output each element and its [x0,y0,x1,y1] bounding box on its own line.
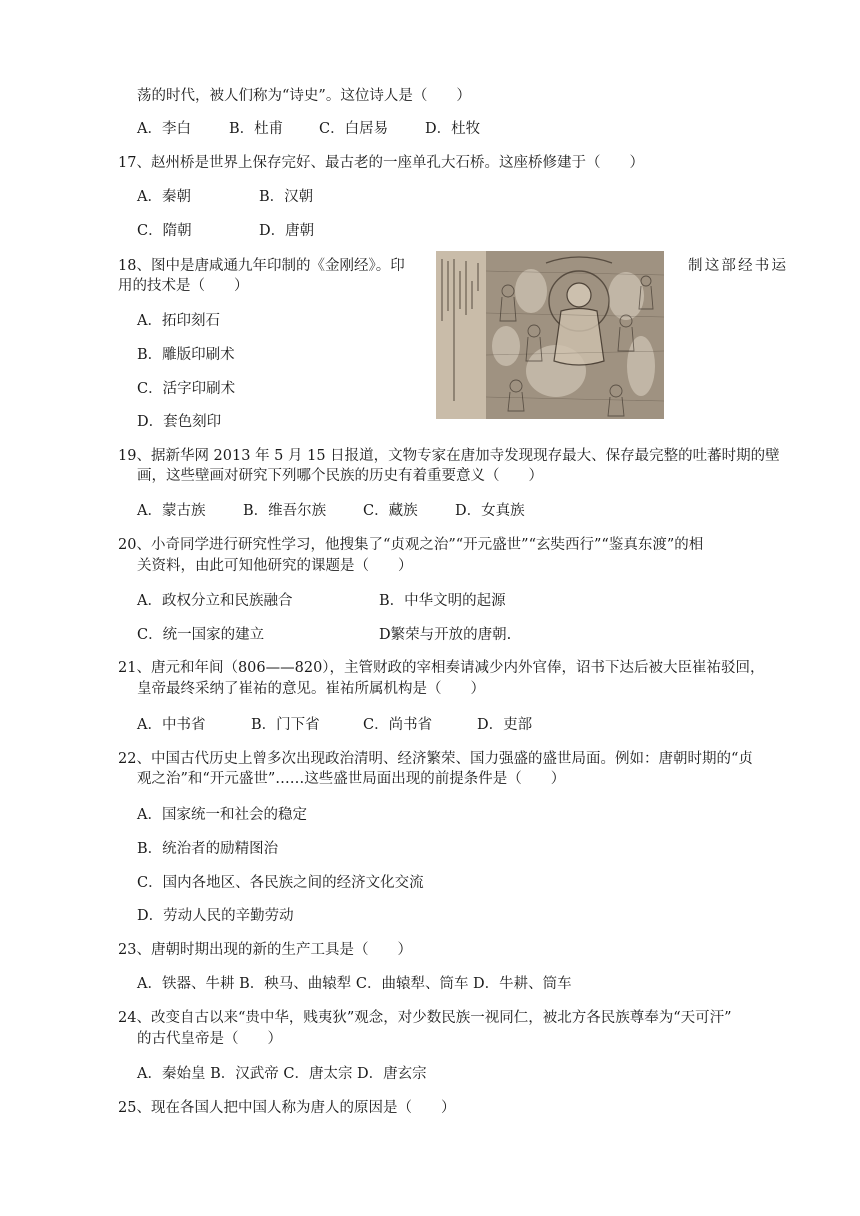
q19-stem-line2: 画，这些壁画对研究下列哪个民族的历史有着重要意义（ ） [137,468,543,484]
q17-option-c[interactable]: C．隋朝 [137,223,192,239]
q18-stem-part3: 用的技术是（ ） [118,278,249,294]
q19-option-d[interactable]: D．女真族 [455,503,525,519]
q20-options-row1 [137,591,737,611]
q18-option-b[interactable]: B．雕版印刷术 [137,347,235,363]
q21-option-c[interactable]: C．尚书省 [363,717,433,733]
q19-stem-line1: 19、据新华网 2013 年 5 月 15 日报道，文物专家在唐加寺发现现存最大、保存最完整的吐蕃时期的壁 [118,448,780,464]
q18-option-d[interactable]: D．套色刻印 [137,414,222,430]
q18-stem-part2: 制这部经书运 [688,258,789,274]
q21-stem-line2: 皇帝最终采纳了崔祐的意见。崔祐所属机构是（ ） [137,681,485,697]
q25-stem: 25、现在各国人把中国人称为唐人的原因是（ ） [118,1100,456,1116]
q19-option-b[interactable]: B．维吾尔族 [243,503,327,519]
q22-stem-line2: 观之治”和“开元盛世”……这些盛世局面出现的前提条件是（ ） [137,771,566,787]
q22-stem-line1: 22、中国古代历史上曾多次出现政治清明、经济繁荣、国力强盛的盛世局面。例如：唐朝时期的“贞 [118,751,753,767]
q17-options-row1 [137,187,737,207]
q16-option-c[interactable]: C．白居易 [319,121,389,137]
q16-option-b[interactable]: B．杜甫 [229,121,284,137]
q20-stem-line2: 关资料，由此可知他研究的课题是（ ） [137,558,413,574]
q20-options-row2 [137,625,737,645]
q19-options [137,501,737,521]
q20-option-c[interactable]: C．统一国家的建立 [137,627,265,643]
q22-option-d[interactable]: D．劳动人民的辛勤劳动 [137,908,294,924]
q17-stem: 17、赵州桥是世界上保存完好、最古老的一座单孔大石桥。这座桥修建于（ ） [118,155,644,171]
q16-stem-continuation: 荡的时代，被人们称为“诗史”。这位诗人是（ ） [137,88,471,104]
q18-option-c[interactable]: C．活字印刷术 [137,381,236,397]
q16-option-d[interactable]: D．杜牧 [425,121,481,137]
q17-options-row2 [137,221,737,241]
q20-option-d[interactable]: D繁荣与开放的唐朝. [379,627,512,643]
q16-options [137,119,737,139]
q21-option-b[interactable]: B．门下省 [251,717,320,733]
q23-options[interactable]: A．铁器、牛耕 B．秧马、曲辕犁 C．曲辕犁、筒车 D．牛耕、筒车 [137,976,572,992]
q17-option-b[interactable]: B．汉朝 [259,189,314,205]
q21-stem-line1: 21、唐元和年间（806——820），主管财政的宰相奏请减少内外官俸，诏书下达后被大臣崔祐驳回， [118,660,765,676]
q19-option-a[interactable]: A．蒙古族 [137,503,206,519]
q20-option-b[interactable]: B．中华文明的起源 [379,593,506,609]
q18-stem-part1: 18、图中是唐咸通九年印制的《金刚经》。印 [118,258,405,274]
q22-option-b[interactable]: B．统治者的励精图治 [137,841,279,857]
q21-option-a[interactable]: A．中书省 [137,717,206,733]
q16-option-a[interactable]: A．李白 [137,121,191,137]
q22-option-c[interactable]: C．国内各地区、各民族之间的经济文化交流 [137,875,424,891]
q17-option-a[interactable]: A．秦朝 [137,189,191,205]
q24-stem-line1: 24、改变自古以来“贵中华，贱夷狄”观念，对少数民族一视同仁，被北方各民族尊奉为“天可汗” [118,1010,732,1026]
q21-options [137,715,737,735]
q18-option-a[interactable]: A．拓印刻石 [137,313,220,329]
q21-option-d[interactable]: D．吏部 [477,717,533,733]
q20-stem-line1: 20、小奇同学进行研究性学习，他搜集了“贞观之治”“开元盛世”“玄奘西行”“鉴真东渡”的相 [118,537,704,553]
q24-stem-line2: 的古代皇帝是（ ） [137,1031,282,1047]
q20-option-a[interactable]: A．政权分立和民族融合 [137,593,293,609]
q23-stem: 23、唐朝时期出现的新的生产工具是（ ） [118,942,412,958]
q24-options[interactable]: A．秦始皇 B．汉武帝 C．唐太宗 D．唐玄宗 [137,1066,427,1082]
q22-option-a[interactable]: A．国家统一和社会的稳定 [137,807,307,823]
q19-option-c[interactable]: C．藏族 [363,503,418,519]
q17-option-d[interactable]: D．唐朝 [259,223,315,239]
diamond-sutra-image [436,251,664,419]
diamond-sutra-print-icon [436,251,664,419]
